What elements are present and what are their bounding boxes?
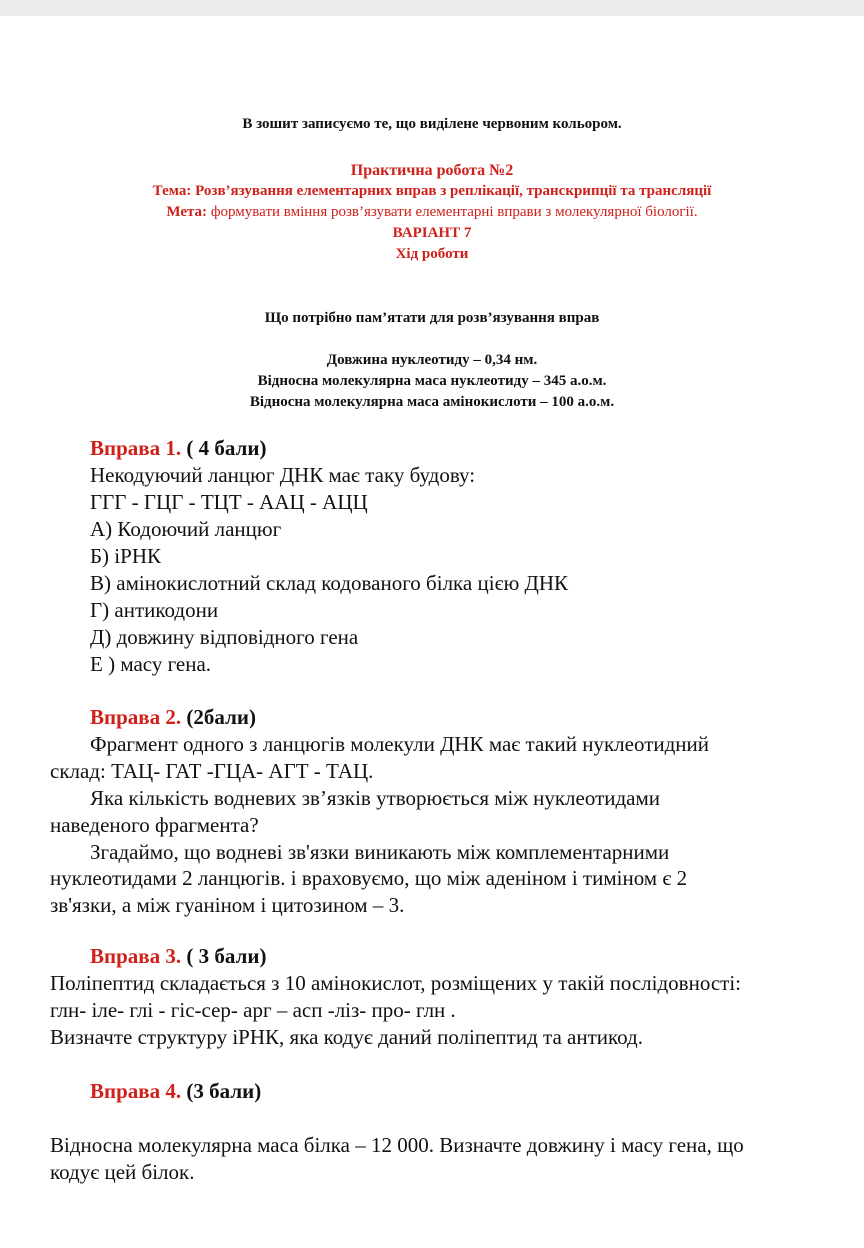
exercise-4-points: (3 бали) — [181, 1079, 262, 1103]
exercise-1-heading — [90, 436, 266, 461]
exercise-2-line: наведеного фрагмента? — [50, 813, 259, 837]
page-title: Практична робота №2 — [350, 162, 514, 179]
exercise-2-line: склад: ТАЦ- ГАТ -ГЦА- АГТ - ТАЦ. — [50, 759, 374, 783]
exercise-3-line: глн- іле- глі - гіс-сер- арг – асп -ліз- про- глн . — [50, 998, 456, 1022]
exercise-2-line: Згадаймо, що водневі зв'язки виникають між комплементарними — [90, 840, 670, 864]
reminder-fact: Довжина нуклеотиду – 0,34 нм. — [326, 352, 538, 368]
exercise-4-line: кодує цей білок. — [50, 1160, 195, 1184]
goal-text: формувати вміння розв’язувати елементарні вправи з молекулярної біології. — [207, 204, 698, 220]
exercise-1-line: Некодуючий ланцюг ДНК має таку будову: — [90, 463, 476, 487]
exercise-1-line: Е ) масу гена. — [90, 652, 212, 676]
exercise-2-line: Яка кількість водневих зв’язків утворюється між нуклеотидами — [90, 786, 661, 810]
exercise-1-line: Б) іРНК — [90, 544, 161, 568]
exercise-3-line: Поліпептид складається з 10 амінокислот, розміщених у такій послідовності: — [50, 971, 742, 995]
exercise-2-label: Вправа 2. — [90, 705, 182, 729]
exercise-4-heading — [90, 1079, 261, 1104]
exercise-1-points: ( 4 бали) — [181, 436, 267, 460]
goal-line — [0, 204, 864, 221]
exercise-1-line: Д) довжину відповідного гена — [90, 625, 359, 649]
exercise-4-line: Відносна молекулярна маса білка – 12 000. Визначте довжину і масу гена, що — [50, 1133, 744, 1157]
reminder-title: Що потрібно пам’ятати для розв’язування вправ — [264, 310, 600, 326]
procedure-label: Хід роботи — [395, 246, 469, 262]
topic-label: Тема: — [152, 183, 192, 199]
exercise-1-line: А) Кодоючий ланцюг — [90, 517, 282, 541]
exercise-4-label: Вправа 4. — [90, 1079, 182, 1103]
exercise-1-line: Г) антикодони — [90, 598, 219, 622]
variant-label: ВАРІАНТ 7 — [392, 225, 472, 241]
exercise-1-line: ГГГ - ГЦГ - ТЦТ - ААЦ - АЦЦ — [90, 490, 368, 514]
exercise-2-line: зв'язки, а між гуаніном і цитозином – 3. — [50, 893, 405, 917]
exercise-2-heading — [90, 705, 256, 730]
topic-text: Розв’язування елементарних вправ з реплікації, транскрипції та трансляції — [191, 183, 712, 199]
exercise-2-line: Фрагмент одного з ланцюгів молекули ДНК має такий нуклеотидний — [90, 732, 710, 756]
exercise-3-points: ( 3 бали) — [181, 944, 267, 968]
exercise-2-line: нуклеотидами 2 ланцюгів. і враховуємо, що між аденіном і тиміном є 2 — [50, 866, 688, 890]
instruction-text: В зошит записуємо те, що виділене червоним кольором. — [242, 116, 622, 132]
goal-label: Мета: — [166, 204, 208, 220]
topic-line — [0, 183, 864, 200]
exercise-2-points: (2бали) — [181, 705, 256, 729]
exercise-1-label: Вправа 1. — [90, 436, 182, 460]
exercise-3-line: Визначте структуру іРНК, яка кодує даний поліпептид та антикод. — [50, 1025, 643, 1049]
reminder-fact: Відносна молекулярна маса нуклеотиду – 345 а.о.м. — [257, 373, 607, 389]
exercise-1-line: В) амінокислотний склад кодованого білка цією ДНК — [90, 571, 569, 595]
exercise-3-label: Вправа 3. — [90, 944, 182, 968]
reminder-fact: Відносна молекулярна маса амінокислоти – 100 а.о.м. — [249, 394, 615, 410]
exercise-3-heading — [90, 944, 266, 969]
top-bar — [0, 0, 864, 16]
